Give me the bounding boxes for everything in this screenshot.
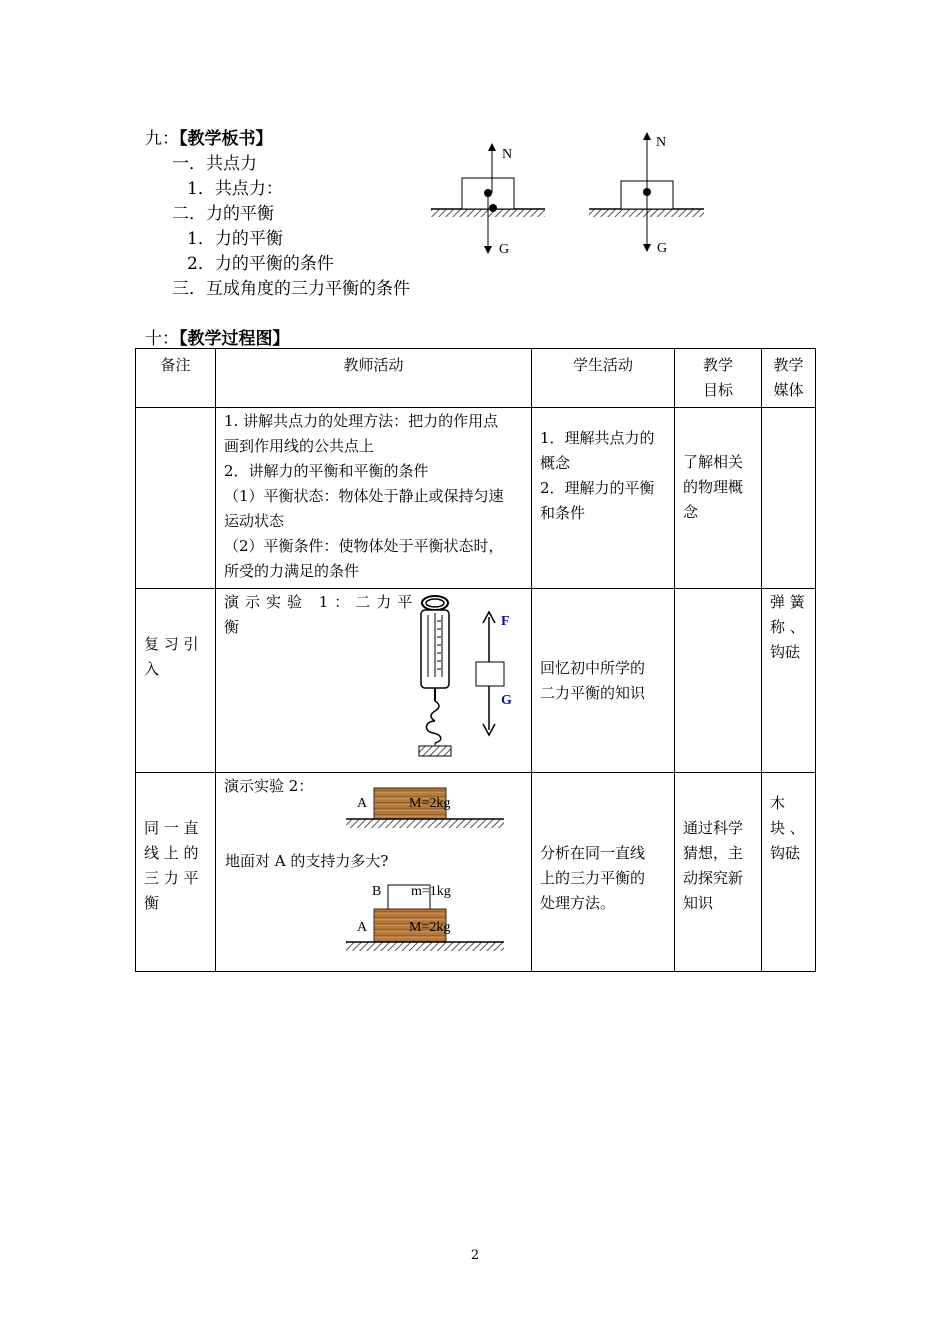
- row3-teacher: [216, 773, 532, 972]
- table-row: [136, 408, 816, 589]
- row1-student-line: 1．理解共点力的: [540, 429, 655, 447]
- row2-media-line: 弹 簧: [770, 593, 805, 611]
- row1-teacher-line: 2．讲解力的平衡和平衡的条件: [224, 462, 429, 480]
- row2-teacher: [216, 589, 532, 773]
- outline-item-2: 1．共点力：: [187, 179, 283, 199]
- row3-media-line: 块 、: [770, 819, 805, 837]
- row3-goal-line: 通过科学: [683, 819, 744, 837]
- scale-ring: [426, 599, 444, 607]
- header-goal-text: 教学目标: [702, 356, 733, 399]
- row3-student: [532, 773, 675, 972]
- row2-goal: [675, 589, 762, 773]
- label-g2: G: [657, 241, 668, 256]
- outline-item-3: 二．力的平衡: [172, 204, 274, 224]
- center-point: [643, 188, 651, 196]
- scale-hook: [431, 701, 439, 721]
- hanging-block: [476, 662, 504, 686]
- table-row: [136, 589, 816, 773]
- support-force-question: 地面对 A 的支持力多大?: [225, 852, 389, 870]
- row3-goal-line: 知识: [683, 894, 714, 912]
- header-goal: [675, 349, 762, 408]
- row3-note-line: 线 上 的: [144, 844, 199, 862]
- block-a-label: A: [357, 920, 368, 935]
- row2-teacher-line: 演示实验 1：二力平: [224, 593, 419, 611]
- section10-heading: [145, 324, 290, 349]
- section10-title: 【教学过程图】: [179, 329, 290, 349]
- hanger-hook: [426, 721, 440, 743]
- outline-item-6: 三．互成角度的三力平衡的条件: [172, 279, 410, 299]
- row1-student-line: 概念: [540, 454, 571, 472]
- row2-student: [532, 589, 675, 773]
- row3-teacher-title: 演示实验 2：: [224, 777, 314, 795]
- block-a-label: A: [357, 796, 368, 811]
- block-b-label: B: [372, 884, 382, 899]
- row1-teacher-line: 画到作用线的公共点上: [224, 437, 375, 455]
- force-diagram-2: [585, 126, 710, 260]
- row1-teacher-line: 运动状态: [224, 512, 285, 530]
- row2-teacher-line: 衡: [224, 618, 240, 636]
- row1-note: [136, 408, 216, 589]
- teaching-process-table: [135, 348, 816, 972]
- row1-student: [532, 408, 675, 589]
- row3-media-line: 木: [770, 794, 786, 812]
- row3-media-line: 钩砝: [770, 844, 801, 862]
- row1-goal-line: 念: [683, 503, 699, 521]
- row2-note: [136, 589, 216, 773]
- table-header-row: [136, 349, 816, 408]
- block-a-experiment: [346, 782, 506, 834]
- header-student: 学生活动: [532, 349, 675, 408]
- hook-weight: [419, 746, 451, 756]
- section9-title: 【教学板书】: [179, 129, 273, 149]
- row2-note-line: 入: [144, 660, 160, 678]
- label-n2: N: [656, 135, 667, 150]
- row3-note-line: 三 力 平: [144, 869, 199, 887]
- outline-item-5: 2．力的平衡的条件: [187, 254, 334, 274]
- header-media-text: 教学媒体: [773, 356, 804, 399]
- force-g-label: G: [501, 693, 512, 708]
- row3-goal-line: 动探究新: [683, 869, 744, 887]
- arrow-head: [488, 143, 496, 151]
- section10-label: 十：: [145, 329, 179, 349]
- row3-student-line: 处理方法。: [540, 894, 616, 912]
- outline-item-1: 一．共点力: [172, 154, 257, 174]
- row1-teacher-line: （2）平衡条件：使物体处于平衡状态时，: [224, 537, 504, 555]
- row1-teacher: [216, 408, 532, 589]
- row2-student-line: 回忆初中所学的: [540, 659, 646, 677]
- row3-note-line: 衡: [144, 894, 160, 912]
- page-number: 2: [470, 1248, 480, 1263]
- row1-teacher-line: （1）平衡状态：物体处于静止或保持匀速: [224, 487, 504, 505]
- contact-point: [489, 204, 497, 212]
- row2-student-line: 二力平衡的知识: [540, 684, 646, 702]
- label-n1: N: [502, 147, 513, 162]
- row2-media: [762, 589, 816, 773]
- row3-goal-line: 猜想，主: [683, 844, 744, 862]
- block-b-mass: m=1kg: [411, 884, 451, 899]
- row3-goal: [675, 773, 762, 972]
- force-diagram-1: [425, 138, 550, 260]
- table-row: [136, 773, 816, 972]
- section9-label: 九：: [145, 129, 179, 149]
- ground-hatch: [346, 819, 504, 828]
- arrow-head: [643, 244, 651, 252]
- header-note: 备注: [136, 349, 216, 408]
- block-a-mass: M=2kg: [409, 920, 451, 935]
- row2-media-line: 称 、: [770, 618, 805, 636]
- row1-student-line: 2．理解力的平衡: [540, 479, 655, 497]
- row3-note-line: 同 一 直: [144, 819, 199, 837]
- row2-media-line: 钩砝: [770, 643, 801, 661]
- outline-item-4: 1．力的平衡: [187, 229, 283, 249]
- ground-hatch: [346, 942, 504, 951]
- force-f-label: F: [501, 614, 510, 629]
- spring-scale-experiment: [401, 593, 521, 765]
- row2-note-line: 复 习 引: [144, 635, 199, 653]
- arrow-head: [484, 246, 492, 254]
- header-teacher: 教师活动: [216, 349, 532, 408]
- row3-note: [136, 773, 216, 972]
- row3-student-line: 上的三力平衡的: [540, 869, 646, 887]
- row1-teacher-line: 1. 讲解共点力的处理方法：把力的作用点: [224, 412, 499, 430]
- row3-media: [762, 773, 816, 972]
- header-media: [762, 349, 816, 408]
- block-a-mass: M=2kg: [409, 796, 451, 811]
- row1-goal-line: 了解相关: [683, 453, 744, 471]
- block-ab-experiment: [346, 879, 506, 959]
- row1-teacher-line: 所受的力满足的条件: [224, 562, 360, 580]
- row3-student-line: 分析在同一直线: [540, 844, 646, 862]
- row1-media: [762, 408, 816, 589]
- arrow-head: [643, 132, 651, 140]
- row1-student-line: 和条件: [540, 504, 586, 522]
- row1-goal: [675, 408, 762, 589]
- row1-goal-line: 的物理概: [683, 478, 744, 496]
- center-point: [484, 189, 492, 197]
- label-g1: G: [499, 242, 510, 257]
- section9-heading: [145, 124, 273, 149]
